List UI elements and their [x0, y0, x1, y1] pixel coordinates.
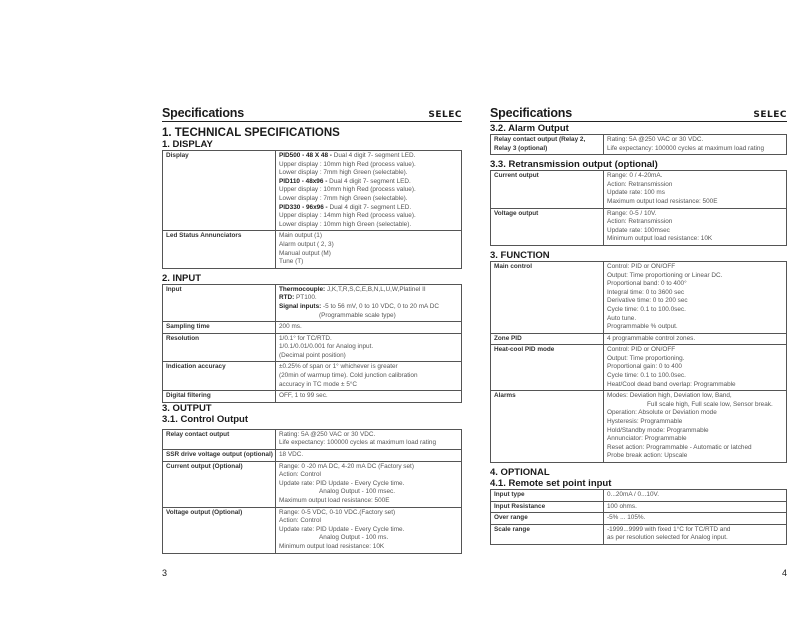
table-row: [163, 231, 462, 268]
table-row: [491, 391, 787, 463]
input-heading: 2. INPUT: [162, 272, 202, 284]
spec-value: Thermocouple: J,K,T,R,S,C,E,B,N,L,U,W,Platinel II RTD: PT100. Signal inputs: -5 to 56 mV, 0 to 10 VDC, 0 to 20 mA DC (Programmable scale type): [276, 284, 462, 321]
remote-setpoint-table: [490, 489, 787, 545]
spec-label: Zone PID: [491, 333, 604, 345]
optional-heading: 4. OPTIONAL: [490, 467, 550, 478]
spec-value: 1/0.1° for TC/RTD. 1/0.1/0.01/0.001 for Analog input. (Decimal point position): [276, 333, 462, 362]
selec-logo: SELEC: [428, 110, 462, 120]
spec-value: Range: 0-5 VDC, 0-10 VDC.(Factory set) Action: Control Update rate: PID Update - Every Cycle time. Analog Output - 100 ms. Minimum output load resistance: 10K: [276, 507, 462, 553]
input-spec-table: [162, 284, 462, 403]
spec-label: Main control: [491, 261, 604, 333]
page-header: [162, 103, 462, 122]
spec-value: Rating: 5A @250 VAC or 30 VDC. Life expectancy: 100000 cycles at maximum load rating: [276, 429, 462, 449]
spec-value: -1999...9999 with fixed 1°C for TC/RTD and as per resolution selected for Analog input.: [604, 524, 787, 544]
spec-value: Range: 0 / 4-20mA. Action: Retransmission Update rate: 100 ms Maximum output load resistance: 500E: [604, 171, 787, 208]
table-row: [163, 450, 462, 462]
table-row: [491, 513, 787, 525]
table-row: [163, 461, 462, 507]
spec-label: Over range: [491, 513, 604, 525]
table-row: [163, 284, 462, 321]
spec-value: ±0.25% of span or 1° whichever is greater (20min of warmup time). Cold junction calibration accuracy in TC mode ± 5°C: [276, 362, 462, 391]
spec-label: Digital filtering: [163, 391, 276, 403]
alarm-output-table: [490, 134, 787, 155]
spec-value: 100 ohms.: [604, 501, 787, 513]
spec-label: Heat-cool PID mode: [491, 345, 604, 391]
alarm-output-heading: 3.2. Alarm Output: [490, 123, 569, 134]
spec-label: Scale range: [491, 524, 604, 544]
table-row: [163, 151, 462, 231]
output-heading: 3. OUTPUT: [162, 402, 212, 414]
display-spec-table: [162, 150, 462, 269]
spec-label: Input Resistance: [491, 501, 604, 513]
table-row: [163, 507, 462, 553]
spec-value: Range: 0 -20 mA DC, 4-20 mA DC (Factory set) Action: Control Update rate: PID Update - Every Cycle time. Analog Output - 100 msec. Maximum output load resistance: 500E: [276, 461, 462, 507]
spec-value: Modes: Deviation high, Deviation low, Band, Full scale high, Full scale low, Sensor break. Operation: Absolute or Deviation mode Hysteresis: Programmable Hold/Standby mode: Programmable Annunciator: Programmable Reset action: Programmable - Automatic or latched Probe break action: Upscale: [604, 391, 787, 463]
spec-value: Control: PID or ON/OFF Output: Time proportioning or Linear DC. Proportional band: 0 to 400° Integral time: 0 to 3600 sec Derivative time: 0 to 200 sec Cycle time: 0.1 to 100.0sec. Auto tune. Programmable % output.: [604, 261, 787, 333]
spec-value: Rating: 5A @250 VAC or 30 VDC. Life expectancy: 100000 cycles at maximum load rating: [604, 135, 787, 155]
spec-value: PID500 - 48 X 48 - Dual 4 digit 7- segment LED. Upper display : 10mm high Red (process value). Lower display : 7mm high Green (selectable). PID110 - 48x96 - Dual 4 digit 7- segment LED. Upper display : 10mm high Red (process value). Lower display : 7mm high Green (selectable). PID330 - 96x96 - Dual 4 digit 7- segment LED. Upper display : 14mm high Red (process value). Lower display : 10mm high Green (selectable).: [276, 151, 462, 231]
control-output-heading: 3.1. Control Output: [162, 413, 249, 425]
spec-label: Resolution: [163, 333, 276, 362]
spec-value: -5% ... 105%.: [604, 513, 787, 525]
spec-value: 4 programmable control zones.: [604, 333, 787, 345]
remote-setpoint-heading: 4.1. Remote set point input: [490, 478, 612, 489]
spec-label: Indication accuracy: [163, 362, 276, 391]
table-row: [163, 333, 462, 362]
table-row: [163, 322, 462, 334]
spec-value: 200 ms.: [276, 322, 462, 334]
manual-page-3: [162, 103, 462, 554]
manual-page-4: [490, 103, 787, 545]
spec-value: 18 VDC.: [276, 450, 462, 462]
spec-value: Main output (1) Alarm output ( 2, 3) Manual output (M) Tune (T): [276, 231, 462, 268]
table-row: [491, 524, 787, 544]
page-number: 3: [162, 568, 168, 578]
spec-label: Led Status Annunciators: [163, 231, 276, 268]
table-row: [491, 135, 787, 155]
spec-label: Display: [163, 151, 276, 231]
page-number: 4: [782, 568, 788, 578]
spec-value: OFF, 1 to 99 sec.: [276, 391, 462, 403]
table-row: [163, 429, 462, 449]
table-row: [491, 490, 787, 502]
spec-label: Input: [163, 284, 276, 321]
page-header: [490, 103, 787, 122]
retransmission-heading: 3.3. Retransmission output (optional): [490, 159, 658, 171]
spec-label: Voltage output (Optional): [163, 507, 276, 553]
table-row: [491, 171, 787, 208]
spec-value: 0...20mA / 0...10V.: [604, 490, 787, 502]
retransmission-table: [490, 170, 787, 246]
section-title: 1. TECHNICAL SPECIFICATIONS: [162, 127, 340, 139]
table-row: [491, 208, 787, 245]
spec-label: SSR drive voltage output (optional): [163, 450, 276, 462]
table-row: [163, 362, 462, 391]
spec-label: Relay contact output (Relay 2, Relay 3 (optional): [491, 135, 604, 155]
table-row: [163, 391, 462, 403]
table-row: [491, 501, 787, 513]
table-row: [491, 333, 787, 345]
control-output-table: [162, 429, 462, 554]
spec-label: Alarms: [491, 391, 604, 463]
spec-label: Input type: [491, 490, 604, 502]
spec-label: Voltage output: [491, 208, 604, 245]
page-title: Specifications: [162, 106, 244, 120]
spec-label: Current output (Optional): [163, 461, 276, 507]
function-table: [490, 261, 787, 463]
selec-logo: SELEC: [753, 110, 787, 120]
table-row: [491, 261, 787, 333]
page-title: Specifications: [490, 106, 572, 120]
spec-label: Current output: [491, 171, 604, 208]
spec-label: Sampling time: [163, 322, 276, 334]
spec-label: Relay contact output: [163, 429, 276, 449]
function-heading: 3. FUNCTION: [490, 249, 550, 261]
spec-value: Control: PID or ON/OFF Output: Time proportioning. Proportional gain: 0 to 400 Cycle time: 0.1 to 100.0sec. Heat/Cool dead band overlap: Programmable: [604, 345, 787, 391]
spec-value: Range: 0-5 / 10V. Action: Retransmission Update rate: 100msec Minimum output load resistance: 10K: [604, 208, 787, 245]
table-row: [491, 345, 787, 391]
display-heading: 1. DISPLAY: [162, 139, 213, 150]
